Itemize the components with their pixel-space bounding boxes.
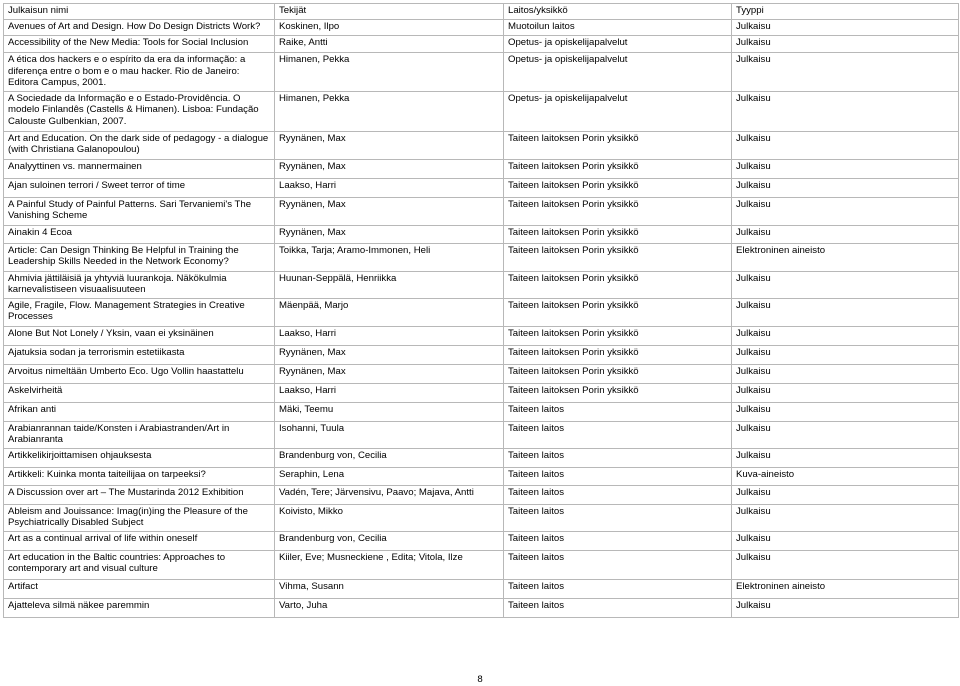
cell-authors: Laakso, Harri <box>275 326 504 345</box>
cell-authors: Huunan-Seppälä, Henriikka <box>275 271 504 298</box>
cell-department: Taiteen laitoksen Porin yksikkö <box>504 243 732 271</box>
cell-authors: Seraphin, Lena <box>275 467 504 485</box>
cell-title: A Sociedade da Informação e o Estado-Providência. O modelo Finlandês (Castells & Himanen). Lisboa: Fundação Calouste Gulbenkian, 2007. <box>4 91 275 131</box>
cell-authors: Ryynänen, Max <box>275 197 504 225</box>
table-row <box>4 402 959 421</box>
cell-title: Article: Can Design Thinking Be Helpful in Training the Leadership Skills Needed in the Network Economy? <box>4 243 275 271</box>
cell-department: Taiteen laitoksen Porin yksikkö <box>504 159 732 178</box>
cell-authors: Mäenpää, Marjo <box>275 298 504 326</box>
cell-department: Taiteen laitos <box>504 485 732 504</box>
header-authors: Tekijät <box>275 4 504 20</box>
cell-department: Taiteen laitoksen Porin yksikkö <box>504 364 732 383</box>
cell-type: Julkaisu <box>732 402 959 421</box>
cell-authors: Toikka, Tarja; Aramo-Immonen, Heli <box>275 243 504 271</box>
cell-authors: Koivisto, Mikko <box>275 504 504 531</box>
table-row <box>4 53 959 92</box>
cell-title: Ajatuksia sodan ja terrorismin estetiikasta <box>4 345 275 364</box>
table-row <box>4 504 959 531</box>
table-row <box>4 598 959 617</box>
cell-department: Opetus- ja opiskelijapalvelut <box>504 53 732 92</box>
cell-authors: Koskinen, Ilpo <box>275 20 504 36</box>
cell-department: Opetus- ja opiskelijapalvelut <box>504 91 732 131</box>
cell-department: Taiteen laitos <box>504 467 732 485</box>
cell-department: Taiteen laitoksen Porin yksikkö <box>504 197 732 225</box>
cell-title: Art and Education. On the dark side of pedagogy - a dialogue (with Christiana Galanopoulou) <box>4 131 275 159</box>
cell-type: Julkaisu <box>732 178 959 197</box>
cell-title: Ainakin 4 Ecoa <box>4 225 275 243</box>
table-row <box>4 383 959 402</box>
table-row <box>4 364 959 383</box>
cell-authors: Raike, Antti <box>275 36 504 53</box>
cell-authors: Laakso, Harri <box>275 178 504 197</box>
cell-title: Askelvirheitä <box>4 383 275 402</box>
cell-department: Taiteen laitos <box>504 402 732 421</box>
cell-title: Afrikan anti <box>4 402 275 421</box>
table-row <box>4 159 959 178</box>
cell-authors: Himanen, Pekka <box>275 91 504 131</box>
cell-department: Taiteen laitos <box>504 448 732 467</box>
table-row <box>4 550 959 579</box>
table-row <box>4 91 959 131</box>
cell-type: Julkaisu <box>732 197 959 225</box>
cell-department: Opetus- ja opiskelijapalvelut <box>504 36 732 53</box>
cell-authors: Vihma, Susann <box>275 579 504 598</box>
cell-authors: Brandenburg von, Cecilia <box>275 531 504 550</box>
cell-department: Taiteen laitos <box>504 531 732 550</box>
table-row <box>4 131 959 159</box>
cell-type: Julkaisu <box>732 159 959 178</box>
header-row <box>4 4 959 20</box>
table-row <box>4 36 959 53</box>
cell-department: Taiteen laitoksen Porin yksikkö <box>504 345 732 364</box>
cell-department: Taiteen laitoksen Porin yksikkö <box>504 298 732 326</box>
cell-authors: Ryynänen, Max <box>275 225 504 243</box>
cell-authors: Ryynänen, Max <box>275 364 504 383</box>
cell-type: Julkaisu <box>732 504 959 531</box>
cell-authors: Ryynänen, Max <box>275 159 504 178</box>
cell-title: A Painful Study of Painful Patterns. Sari Tervaniemi's The Vanishing Scheme <box>4 197 275 225</box>
cell-authors: Brandenburg von, Cecilia <box>275 448 504 467</box>
table-header <box>4 4 959 20</box>
cell-title: Analyyttinen vs. mannermainen <box>4 159 275 178</box>
cell-department: Taiteen laitos <box>504 504 732 531</box>
cell-title: Ajatteleva silmä näkee paremmin <box>4 598 275 617</box>
table-row <box>4 531 959 550</box>
cell-title: Ahmivia jättiläisiä ja yhtyviä luurankoja. Näkökulmia karnevalistiseen visuaalisuuteen <box>4 271 275 298</box>
header-type: Tyyppi <box>732 4 959 20</box>
table-row <box>4 421 959 448</box>
cell-department: Taiteen laitoksen Porin yksikkö <box>504 225 732 243</box>
cell-department: Taiteen laitos <box>504 550 732 579</box>
cell-authors: Varto, Juha <box>275 598 504 617</box>
table-row <box>4 298 959 326</box>
table-row <box>4 345 959 364</box>
cell-authors: Laakso, Harri <box>275 383 504 402</box>
page-number: 8 <box>477 674 483 685</box>
cell-type: Elektroninen aineisto <box>732 243 959 271</box>
cell-type: Elektroninen aineisto <box>732 579 959 598</box>
cell-authors: Himanen, Pekka <box>275 53 504 92</box>
cell-title: Arabianrannan taide/Konsten i Arabiastranden/Art in Arabianranta <box>4 421 275 448</box>
cell-type: Julkaisu <box>732 20 959 36</box>
cell-department: Taiteen laitos <box>504 579 732 598</box>
table-row <box>4 271 959 298</box>
cell-type: Julkaisu <box>732 345 959 364</box>
cell-department: Taiteen laitos <box>504 598 732 617</box>
cell-type: Julkaisu <box>732 271 959 298</box>
cell-title: Art education in the Baltic countries: Approaches to contemporary art and visual culture <box>4 550 275 579</box>
cell-type: Julkaisu <box>732 53 959 92</box>
cell-type: Julkaisu <box>732 364 959 383</box>
table-row <box>4 326 959 345</box>
cell-authors: Ryynänen, Max <box>275 345 504 364</box>
cell-type: Julkaisu <box>732 326 959 345</box>
cell-type: Julkaisu <box>732 36 959 53</box>
table-row <box>4 225 959 243</box>
cell-type: Julkaisu <box>732 131 959 159</box>
cell-title: Art as a continual arrival of life within oneself <box>4 531 275 550</box>
table-row <box>4 178 959 197</box>
table-row <box>4 20 959 36</box>
cell-authors: Isohanni, Tuula <box>275 421 504 448</box>
header-department: Laitos/yksikkö <box>504 4 732 20</box>
cell-authors: Kiiler, Eve; Musneckiene , Edita; Vitola, Ilze <box>275 550 504 579</box>
table-row <box>4 485 959 504</box>
cell-department: Taiteen laitos <box>504 421 732 448</box>
table-row <box>4 467 959 485</box>
cell-department: Taiteen laitoksen Porin yksikkö <box>504 383 732 402</box>
publications-table <box>3 3 959 618</box>
cell-title: Artifact <box>4 579 275 598</box>
table-row <box>4 197 959 225</box>
cell-title: Agile, Fragile, Flow. Management Strategies in Creative Processes <box>4 298 275 326</box>
cell-title: Alone But Not Lonely / Yksin, vaan ei yksinäinen <box>4 326 275 345</box>
cell-department: Taiteen laitoksen Porin yksikkö <box>504 131 732 159</box>
cell-title: Artikkeli: Kuinka monta taiteilijaa on tarpeeksi? <box>4 467 275 485</box>
cell-type: Julkaisu <box>732 550 959 579</box>
cell-department: Taiteen laitoksen Porin yksikkö <box>504 178 732 197</box>
cell-type: Kuva-aineisto <box>732 467 959 485</box>
cell-title: Ableism and Jouissance: Imag(in)ing the Pleasure of the Psychiatrically Disabled Subject <box>4 504 275 531</box>
cell-title: Avenues of Art and Design. How Do Design Districts Work? <box>4 20 275 36</box>
cell-authors: Ryynänen, Max <box>275 131 504 159</box>
cell-department: Taiteen laitoksen Porin yksikkö <box>504 326 732 345</box>
cell-title: A ética dos hackers e o espírito da era da informação: a diferença entre o bom e o mau hacker. Rio de Janeiro: Editora Campus, 2001. <box>4 53 275 92</box>
cell-title: Accessibility of the New Media: Tools for Social Inclusion <box>4 36 275 53</box>
cell-type: Julkaisu <box>732 485 959 504</box>
cell-type: Julkaisu <box>732 448 959 467</box>
table-row <box>4 579 959 598</box>
cell-type: Julkaisu <box>732 531 959 550</box>
table-body <box>4 20 959 618</box>
cell-type: Julkaisu <box>732 421 959 448</box>
table-row <box>4 448 959 467</box>
cell-department: Muotoilun laitos <box>504 20 732 36</box>
cell-type: Julkaisu <box>732 383 959 402</box>
cell-authors: Mäki, Teemu <box>275 402 504 421</box>
cell-type: Julkaisu <box>732 225 959 243</box>
cell-department: Taiteen laitoksen Porin yksikkö <box>504 271 732 298</box>
cell-title: Arvoitus nimeltään Umberto Eco. Ugo Vollin haastattelu <box>4 364 275 383</box>
cell-type: Julkaisu <box>732 298 959 326</box>
cell-authors: Vadén, Tere; Järvensivu, Paavo; Majava, Antti <box>275 485 504 504</box>
cell-title: Ajan suloinen terrori / Sweet terror of time <box>4 178 275 197</box>
cell-title: Artikkelikirjoittamisen ohjauksesta <box>4 448 275 467</box>
table-row <box>4 243 959 271</box>
cell-type: Julkaisu <box>732 91 959 131</box>
header-title: Julkaisun nimi <box>4 4 275 20</box>
cell-title: A Discussion over art – The Mustarinda 2012 Exhibition <box>4 485 275 504</box>
cell-type: Julkaisu <box>732 598 959 617</box>
